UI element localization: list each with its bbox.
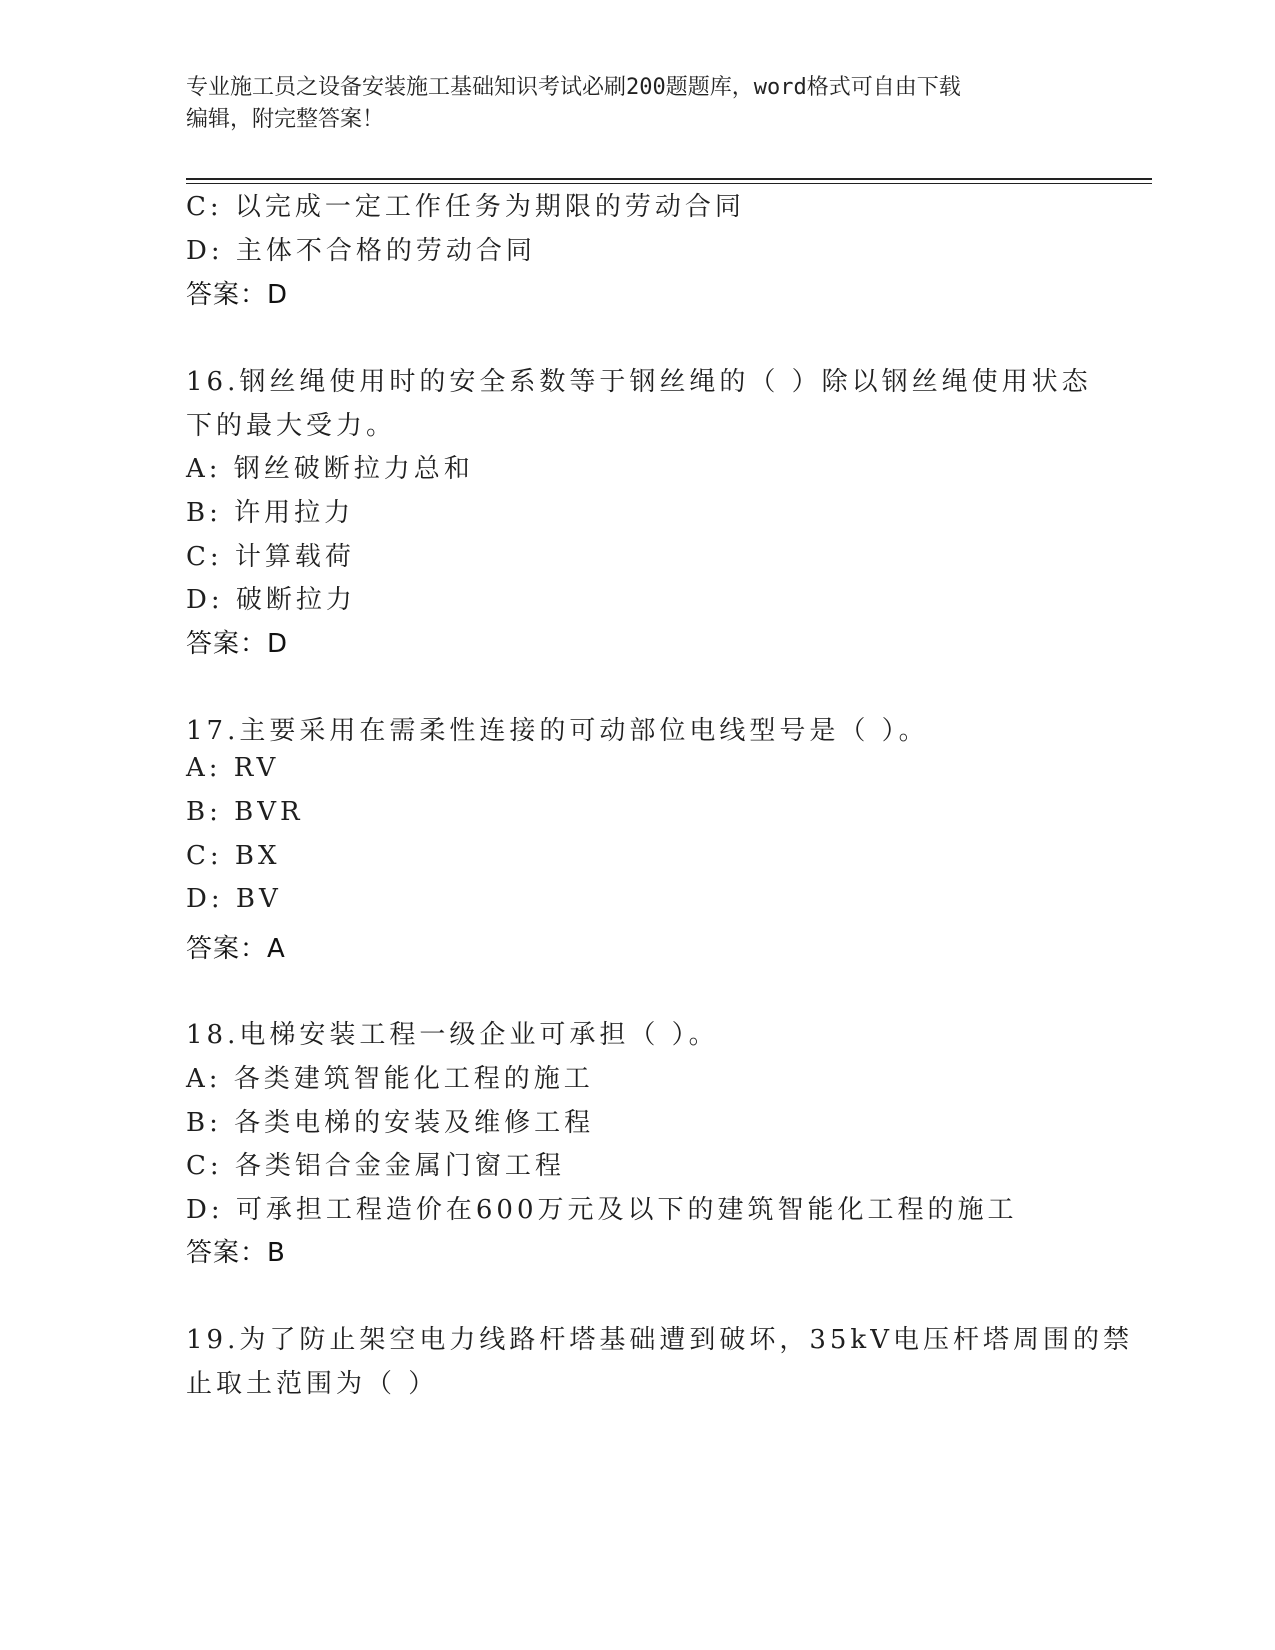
q15-option-c: C: 以完成一定工作任务为期限的劳动合同 [186,192,745,222]
q18-option-a: A: 各类建筑智能化工程的施工 [186,1064,594,1094]
q19-stem-line-1: 19.为了防止架空电力线路杆塔基础遭到破坏，35kV电压杆塔周围的禁 [186,1325,1133,1355]
q17-option-d: D: BV [186,884,282,914]
q17-stem: 17.主要采用在需柔性连接的可动部位电线型号是（ ）。 [186,716,929,746]
q18-option-d: D: 可承担工程造价在600万元及以下的建筑智能化工程的施工 [186,1195,1018,1225]
q15-option-d: D: 主体不合格的劳动合同 [186,236,536,266]
header-title-line-1: 专业施工员之设备安装施工基础知识考试必刷200题题库，word格式可自由下载 [186,75,961,100]
q17-option-c: C: BX [186,841,281,871]
q18-option-b: B: 各类电梯的安装及维修工程 [186,1108,595,1138]
header-title-line-2: 编辑，附完整答案！ [186,107,385,132]
q16-stem-line-2: 下的最大受力。 [186,411,397,441]
q16-option-a: A: 钢丝破断拉力总和 [186,454,474,484]
q16-option-d: D: 破断拉力 [186,585,356,615]
q15-answer: 答案：D [186,280,289,310]
q17-option-a: A: RV [186,753,280,783]
q18-option-c: C: 各类铝合金金属门窗工程 [186,1151,565,1181]
q16-answer: 答案：D [186,629,289,659]
q16-option-b: B: 许用拉力 [186,498,355,528]
document-header [186,72,1086,136]
q18-stem: 18.电梯安装工程一级企业可承担（ ）。 [186,1020,719,1050]
header-divider-thick [186,178,1152,180]
header-divider-thin [186,183,1152,184]
q18-answer: 答案：B [186,1238,286,1268]
q17-answer: 答案：A [186,934,286,964]
q16-stem-line-1: 16.钢丝绳使用时的安全系数等于钢丝绳的（ ）除以钢丝绳使用状态 [186,367,1092,397]
q19-stem-line-2: 止取土范围为（ ） [186,1369,439,1399]
q16-option-c: C: 计算载荷 [186,542,355,572]
q17-option-b: B: BVR [186,797,304,827]
